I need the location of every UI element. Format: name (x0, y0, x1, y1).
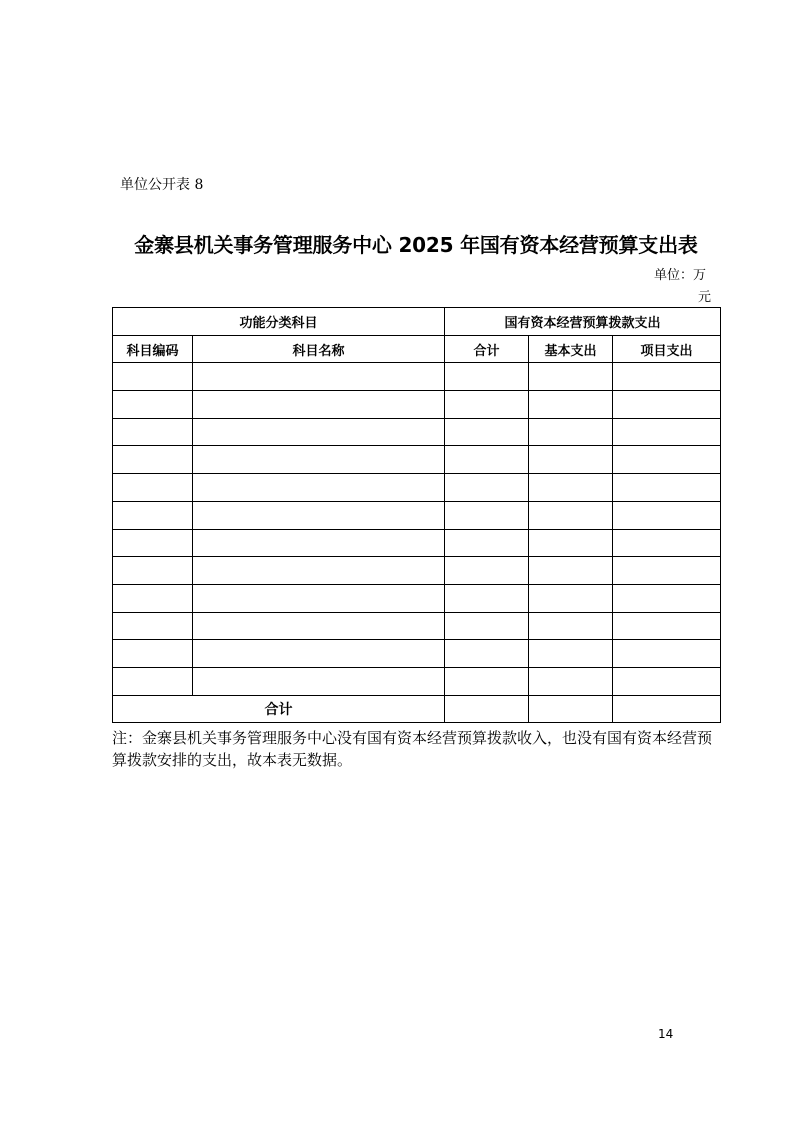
table-cell (613, 667, 721, 695)
table-cell (529, 474, 613, 502)
budget-table (112, 307, 721, 723)
table-cell (445, 418, 529, 446)
table-cell (193, 612, 445, 640)
total-cell-basic (529, 695, 613, 723)
table-cell (193, 640, 445, 668)
table-cell (529, 640, 613, 668)
unit-label (654, 265, 714, 309)
table-cell (113, 584, 193, 612)
table-cell (445, 667, 529, 695)
table-cell (613, 363, 721, 391)
table-cell (529, 446, 613, 474)
table-cell (529, 667, 613, 695)
table-cell (445, 584, 529, 612)
table-cell (613, 474, 721, 502)
table-cell (445, 501, 529, 529)
table-cell (113, 391, 193, 419)
table-cell (193, 529, 445, 557)
table-cell (445, 612, 529, 640)
page-title: 金寨县机关事务管理服务中心 2025 年国有资本经营预算支出表 (134, 233, 698, 257)
table-cell (193, 446, 445, 474)
table-row (113, 418, 721, 446)
table-cell (613, 529, 721, 557)
table-cell (613, 446, 721, 474)
table-row (113, 529, 721, 557)
table-cell (113, 529, 193, 557)
unit-label-line1: 单位：万 (654, 268, 707, 283)
table-cell (529, 391, 613, 419)
table-cell (445, 391, 529, 419)
table-cell (613, 418, 721, 446)
table-row (113, 612, 721, 640)
unit-label-line2: 元 (698, 290, 712, 305)
table-cell (613, 557, 721, 585)
column-header-name: 科目名称 (193, 335, 445, 363)
table-cell (113, 363, 193, 391)
table-cell (445, 474, 529, 502)
group-header-budget-expenditure: 国有资本经营预算拨款支出 (445, 308, 721, 336)
table-group-header-row (113, 308, 721, 336)
table-row (113, 584, 721, 612)
table-row (113, 667, 721, 695)
table-column-header-row (113, 335, 721, 363)
total-cell-sum (445, 695, 529, 723)
table-cell (445, 529, 529, 557)
table-cell (529, 529, 613, 557)
table-cell (445, 640, 529, 668)
column-header-total: 合计 (445, 335, 529, 363)
table-cell (445, 557, 529, 585)
total-label: 合计 (113, 695, 445, 723)
table-body (113, 363, 721, 695)
table-row (113, 640, 721, 668)
table-row (113, 474, 721, 502)
table-cell (529, 584, 613, 612)
table-cell (193, 474, 445, 502)
table-cell (193, 584, 445, 612)
table-cell (193, 501, 445, 529)
table-row (113, 446, 721, 474)
table-row (113, 501, 721, 529)
table-cell (613, 391, 721, 419)
table-cell (613, 640, 721, 668)
column-header-basic: 基本支出 (529, 335, 613, 363)
table-cell (613, 501, 721, 529)
table-cell (193, 391, 445, 419)
table-cell (193, 418, 445, 446)
column-header-code: 科目编码 (113, 335, 193, 363)
column-header-project: 项目支出 (613, 335, 721, 363)
table-cell (529, 418, 613, 446)
table-cell (613, 612, 721, 640)
table-cell (445, 363, 529, 391)
table-cell (193, 363, 445, 391)
table-cell (113, 418, 193, 446)
table-cell (529, 557, 613, 585)
table-cell (193, 667, 445, 695)
table-row (113, 363, 721, 391)
group-header-functional-category: 功能分类科目 (113, 308, 445, 336)
table-cell (113, 640, 193, 668)
table-cell (529, 612, 613, 640)
table-cell (529, 501, 613, 529)
table-cell (529, 363, 613, 391)
table-cell (113, 446, 193, 474)
table-total-row (113, 695, 721, 723)
table-cell (613, 584, 721, 612)
table-cell (445, 446, 529, 474)
table-cell (113, 501, 193, 529)
document-label: 单位公开表 8 (120, 177, 204, 193)
table-cell (113, 667, 193, 695)
total-cell-project (613, 695, 721, 723)
table-row (113, 391, 721, 419)
table-cell (113, 474, 193, 502)
table-row (113, 557, 721, 585)
table-cell (113, 557, 193, 585)
table-cell (113, 612, 193, 640)
page-number: 14 (658, 1027, 674, 1041)
footnote: 注：金寨县机关事务管理服务中心没有国有资本经营预算拨款收入，也没有国有资本经营预算拨款安排的支出，故本表无数据。 (112, 729, 713, 769)
table-cell (193, 557, 445, 585)
